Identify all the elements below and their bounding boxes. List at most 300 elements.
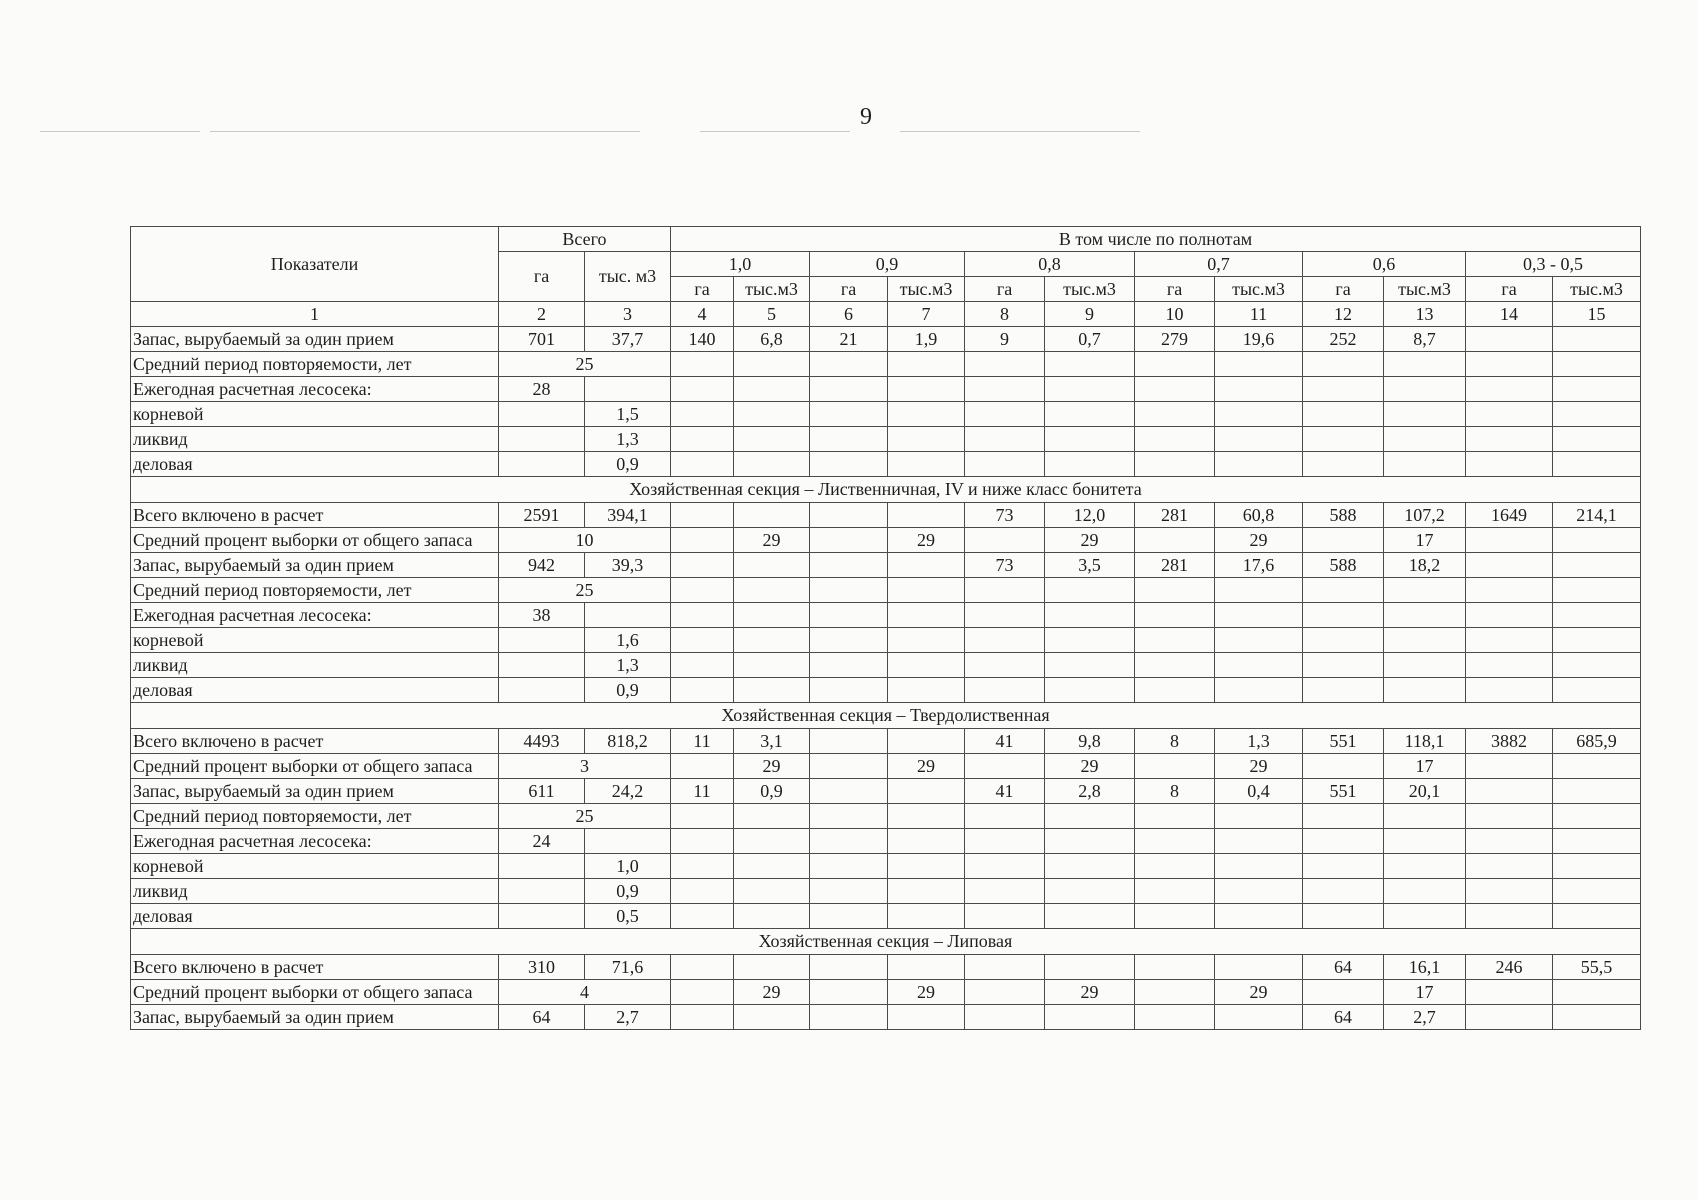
column-number: 14 [1466, 302, 1553, 327]
density-cell [1215, 854, 1303, 879]
density-cell: 17,6 [1215, 553, 1303, 578]
density-cell [1045, 879, 1135, 904]
total-ha-cell [499, 452, 585, 477]
density-cell [671, 829, 734, 854]
density-cell [1215, 352, 1303, 377]
density-cell [1466, 553, 1553, 578]
density-cell [1466, 402, 1553, 427]
table-row [131, 427, 1641, 452]
row-label: Всего включено в расчет [131, 955, 499, 980]
density-cell [1466, 452, 1553, 477]
section-header-row [131, 703, 1641, 729]
total-merged-cell: 3 [499, 754, 671, 779]
section-title: Хозяйственная секция – Лиственничная, IV и ниже класс бонитета [131, 477, 1641, 503]
density-cell [1553, 528, 1641, 553]
table-row [131, 553, 1641, 578]
density-cell [965, 955, 1045, 980]
density-cell [1303, 804, 1384, 829]
table-row [131, 653, 1641, 678]
density-cell [1466, 829, 1553, 854]
density-cell [888, 955, 965, 980]
density-cell [1384, 427, 1466, 452]
density-cell [671, 528, 734, 553]
density-cell [734, 553, 810, 578]
density-cell [1045, 904, 1135, 929]
density-cell [810, 503, 888, 528]
density-cell [810, 754, 888, 779]
density-cell [1045, 578, 1135, 603]
table-row [131, 804, 1641, 829]
density-cell [965, 1005, 1045, 1030]
header-total-m3: тыс. м3 [585, 252, 671, 302]
density-cell [888, 879, 965, 904]
density-cell: 9 [965, 327, 1045, 352]
density-cell [734, 653, 810, 678]
density-cell: 1649 [1466, 503, 1553, 528]
total-m3-cell: 1,6 [585, 628, 671, 653]
header-unit-m3: тыс.м3 [1384, 277, 1466, 302]
density-cell [734, 503, 810, 528]
density-cell: 3,1 [734, 729, 810, 754]
density-cell [1553, 980, 1641, 1005]
row-label: деловая [131, 904, 499, 929]
column-number: 15 [1553, 302, 1641, 327]
density-cell [1303, 829, 1384, 854]
density-cell: 29 [734, 528, 810, 553]
density-cell: 17 [1384, 754, 1466, 779]
density-cell [1553, 452, 1641, 477]
density-cell [734, 628, 810, 653]
scan-artifact-line [210, 131, 640, 132]
header-unit-m3: тыс.м3 [888, 277, 965, 302]
row-label: деловая [131, 678, 499, 703]
table-row [131, 603, 1641, 628]
density-cell: 0,7 [1045, 327, 1135, 352]
density-cell [1553, 1005, 1641, 1030]
density-cell [734, 352, 810, 377]
density-cell [671, 352, 734, 377]
density-cell [1045, 402, 1135, 427]
total-ha-cell: 24 [499, 829, 585, 854]
density-cell [1135, 980, 1215, 1005]
density-cell [888, 729, 965, 754]
table-row [131, 854, 1641, 879]
density-cell [734, 452, 810, 477]
total-m3-cell: 1,3 [585, 653, 671, 678]
density-cell [1135, 603, 1215, 628]
column-number: 8 [965, 302, 1045, 327]
table-row [131, 352, 1641, 377]
density-cell: 279 [1135, 327, 1215, 352]
density-cell [1303, 653, 1384, 678]
density-cell [1215, 804, 1303, 829]
density-cell [888, 553, 965, 578]
table-row [131, 779, 1641, 804]
density-cell [671, 603, 734, 628]
row-label: деловая [131, 452, 499, 477]
density-cell [1553, 402, 1641, 427]
density-cell [965, 754, 1045, 779]
density-cell [810, 452, 888, 477]
density-cell [1466, 352, 1553, 377]
density-cell [1135, 653, 1215, 678]
density-cell [1303, 879, 1384, 904]
density-cell [1215, 402, 1303, 427]
header-unit-m3: тыс.м3 [1215, 277, 1303, 302]
density-cell [1553, 804, 1641, 829]
density-cell [734, 402, 810, 427]
density-cell [810, 377, 888, 402]
density-cell [1384, 603, 1466, 628]
total-m3-cell: 0,9 [585, 678, 671, 703]
density-cell: 12,0 [1045, 503, 1135, 528]
row-label: Всего включено в расчет [131, 729, 499, 754]
table-row [131, 402, 1641, 427]
density-cell: 246 [1466, 955, 1553, 980]
density-cell [1135, 804, 1215, 829]
density-cell [1553, 377, 1641, 402]
density-cell: 0,9 [734, 779, 810, 804]
total-ha-cell [499, 879, 585, 904]
density-cell [1553, 427, 1641, 452]
density-cell [965, 879, 1045, 904]
density-cell [734, 1005, 810, 1030]
density-cell [1215, 879, 1303, 904]
density-cell [1303, 452, 1384, 477]
header-unit-ha: га [671, 277, 734, 302]
density-cell: 11 [671, 729, 734, 754]
density-cell [1384, 829, 1466, 854]
row-label: ликвид [131, 653, 499, 678]
total-ha-cell: 38 [499, 603, 585, 628]
density-cell [888, 377, 965, 402]
density-cell [1553, 603, 1641, 628]
density-cell [810, 1005, 888, 1030]
density-cell [965, 452, 1045, 477]
density-cell [810, 904, 888, 929]
density-cell [1553, 904, 1641, 929]
density-cell [888, 628, 965, 653]
density-cell [1215, 829, 1303, 854]
density-cell [888, 653, 965, 678]
table-row [131, 955, 1641, 980]
total-m3-cell: 2,7 [585, 1005, 671, 1030]
density-cell [1135, 879, 1215, 904]
column-number: 10 [1135, 302, 1215, 327]
density-cell [1466, 879, 1553, 904]
density-cell: 588 [1303, 503, 1384, 528]
density-cell [888, 779, 965, 804]
total-ha-cell [499, 653, 585, 678]
density-cell [1303, 352, 1384, 377]
density-cell [1466, 327, 1553, 352]
density-cell [965, 352, 1045, 377]
header-unit-ha: га [1135, 277, 1215, 302]
density-cell: 8,7 [1384, 327, 1466, 352]
density-cell [1303, 754, 1384, 779]
density-cell [1045, 352, 1135, 377]
density-cell [810, 352, 888, 377]
density-cell [1384, 352, 1466, 377]
density-cell [1135, 452, 1215, 477]
density-cell: 281 [1135, 503, 1215, 528]
row-label: Средний процент выборки от общего запаса [131, 980, 499, 1005]
density-cell [1135, 628, 1215, 653]
density-cell [810, 603, 888, 628]
table-row [131, 829, 1641, 854]
density-cell: 73 [965, 503, 1045, 528]
total-m3-cell: 1,0 [585, 854, 671, 879]
column-number: 2 [499, 302, 585, 327]
density-cell [1466, 1005, 1553, 1030]
density-cell [888, 578, 965, 603]
header-density: 0,8 [965, 252, 1135, 277]
table-row [131, 879, 1641, 904]
section-title: Хозяйственная секция – Липовая [131, 929, 1641, 955]
total-ha-cell: 310 [499, 955, 585, 980]
density-cell [965, 804, 1045, 829]
density-cell [671, 402, 734, 427]
density-cell [1135, 854, 1215, 879]
header-unit-m3: тыс.м3 [1553, 277, 1641, 302]
header-density: 0,9 [810, 252, 965, 277]
density-cell [671, 553, 734, 578]
density-cell [810, 653, 888, 678]
density-cell [671, 754, 734, 779]
table-row [131, 578, 1641, 603]
density-cell: 588 [1303, 553, 1384, 578]
density-cell [1466, 904, 1553, 929]
density-cell [671, 1005, 734, 1030]
density-cell [1135, 1005, 1215, 1030]
density-cell [1303, 904, 1384, 929]
density-cell: 64 [1303, 1005, 1384, 1030]
density-cell [671, 980, 734, 1005]
total-ha-cell [499, 628, 585, 653]
density-cell [1466, 754, 1553, 779]
density-cell [1384, 377, 1466, 402]
total-ha-cell [499, 427, 585, 452]
density-cell [1303, 980, 1384, 1005]
total-m3-cell: 1,3 [585, 427, 671, 452]
density-cell [1466, 804, 1553, 829]
density-cell [888, 804, 965, 829]
density-cell [965, 402, 1045, 427]
density-cell: 2,7 [1384, 1005, 1466, 1030]
table-row [131, 904, 1641, 929]
density-cell: 19,6 [1215, 327, 1303, 352]
density-cell [965, 628, 1045, 653]
total-m3-cell: 0,9 [585, 879, 671, 904]
density-cell [1553, 779, 1641, 804]
density-cell [734, 427, 810, 452]
header-indicators: Показатели [131, 227, 499, 302]
density-cell [1045, 854, 1135, 879]
row-label: корневой [131, 628, 499, 653]
density-cell [734, 603, 810, 628]
density-cell [671, 503, 734, 528]
row-label: Запас, вырубаемый за один прием [131, 553, 499, 578]
density-cell [1553, 879, 1641, 904]
table-row [131, 377, 1641, 402]
density-cell [1045, 955, 1135, 980]
column-number: 3 [585, 302, 671, 327]
density-cell: 6,8 [734, 327, 810, 352]
density-cell [1384, 452, 1466, 477]
density-cell: 29 [888, 754, 965, 779]
total-m3-cell: 394,1 [585, 503, 671, 528]
header-total-ha: га [499, 252, 585, 302]
density-cell: 41 [965, 729, 1045, 754]
density-cell [1045, 628, 1135, 653]
density-cell [1466, 628, 1553, 653]
forestry-table [130, 226, 1641, 1030]
density-cell [1135, 904, 1215, 929]
table-row [131, 327, 1641, 352]
total-m3-cell: 0,9 [585, 452, 671, 477]
total-ha-cell [499, 678, 585, 703]
total-ha-cell [499, 904, 585, 929]
total-ha-cell: 2591 [499, 503, 585, 528]
header-unit-ha: га [965, 277, 1045, 302]
scan-artifact-line [40, 131, 200, 132]
table-row [131, 452, 1641, 477]
density-cell: 281 [1135, 553, 1215, 578]
density-cell [1553, 854, 1641, 879]
density-cell [1045, 377, 1135, 402]
density-cell: 16,1 [1384, 955, 1466, 980]
density-cell [1553, 829, 1641, 854]
density-cell [1045, 1005, 1135, 1030]
total-m3-cell: 24,2 [585, 779, 671, 804]
row-label: Запас, вырубаемый за один прием [131, 779, 499, 804]
density-cell [965, 904, 1045, 929]
density-cell [1303, 528, 1384, 553]
density-cell [1135, 528, 1215, 553]
density-cell [810, 879, 888, 904]
density-cell [1553, 553, 1641, 578]
density-cell: 8 [1135, 779, 1215, 804]
header-unit-m3: тыс.м3 [1045, 277, 1135, 302]
density-cell: 29 [1215, 980, 1303, 1005]
header-unit-ha: га [810, 277, 888, 302]
density-cell: 3882 [1466, 729, 1553, 754]
density-cell [671, 854, 734, 879]
density-cell [810, 854, 888, 879]
density-cell: 252 [1303, 327, 1384, 352]
column-number: 11 [1215, 302, 1303, 327]
header-by-density: В том числе по полнотам [671, 227, 1641, 252]
density-cell: 29 [1045, 754, 1135, 779]
density-cell [1215, 452, 1303, 477]
density-cell [1466, 528, 1553, 553]
density-cell [810, 955, 888, 980]
density-cell [1303, 678, 1384, 703]
density-cell [1553, 327, 1641, 352]
density-cell [1384, 578, 1466, 603]
density-cell [1553, 678, 1641, 703]
scan-artifact-line [900, 131, 1140, 132]
density-cell [1466, 980, 1553, 1005]
density-cell: 29 [1045, 528, 1135, 553]
density-cell: 140 [671, 327, 734, 352]
column-number: 9 [1045, 302, 1135, 327]
column-number: 12 [1303, 302, 1384, 327]
header-density: 0,3 - 0,5 [1466, 252, 1641, 277]
density-cell [1384, 653, 1466, 678]
density-cell: 73 [965, 553, 1045, 578]
row-label: Всего включено в расчет [131, 503, 499, 528]
density-cell: 551 [1303, 779, 1384, 804]
density-cell [1215, 653, 1303, 678]
total-m3-cell: 71,6 [585, 955, 671, 980]
density-cell [965, 678, 1045, 703]
row-label: Ежегодная расчетная лесосека: [131, 377, 499, 402]
scan-artifact-line [700, 131, 850, 132]
density-cell: 20,1 [1384, 779, 1466, 804]
row-label: корневой [131, 854, 499, 879]
total-m3-cell [585, 603, 671, 628]
row-label: ликвид [131, 879, 499, 904]
density-cell [1045, 427, 1135, 452]
density-cell [1553, 628, 1641, 653]
density-cell [965, 377, 1045, 402]
table-row [131, 980, 1641, 1005]
density-cell [671, 377, 734, 402]
density-cell [1045, 678, 1135, 703]
density-cell [734, 854, 810, 879]
density-cell: 2,8 [1045, 779, 1135, 804]
row-label: корневой [131, 402, 499, 427]
density-cell [1215, 1005, 1303, 1030]
density-cell [1466, 653, 1553, 678]
header-total: Всего [499, 227, 671, 252]
density-cell: 685,9 [1553, 729, 1641, 754]
table-row [131, 628, 1641, 653]
density-cell [1303, 427, 1384, 452]
density-cell [671, 653, 734, 678]
density-cell [1384, 879, 1466, 904]
total-m3-cell: 0,5 [585, 904, 671, 929]
density-cell [810, 578, 888, 603]
section-header-row [131, 477, 1641, 503]
density-cell [1466, 678, 1553, 703]
row-label: Средний процент выборки от общего запаса [131, 754, 499, 779]
density-cell: 29 [734, 754, 810, 779]
row-label: ликвид [131, 427, 499, 452]
density-cell [1466, 427, 1553, 452]
density-cell [1303, 377, 1384, 402]
density-cell [1303, 402, 1384, 427]
density-cell [1135, 352, 1215, 377]
density-cell [671, 678, 734, 703]
density-cell [810, 729, 888, 754]
density-cell [1215, 603, 1303, 628]
density-cell: 29 [734, 980, 810, 1005]
column-number: 5 [734, 302, 810, 327]
density-cell [1384, 904, 1466, 929]
row-label: Средний период повторяемости, лет [131, 352, 499, 377]
total-merged-cell: 25 [499, 804, 671, 829]
density-cell: 17 [1384, 980, 1466, 1005]
density-cell: 118,1 [1384, 729, 1466, 754]
density-cell [1466, 779, 1553, 804]
density-cell [1045, 653, 1135, 678]
density-cell [1553, 352, 1641, 377]
density-cell [1135, 678, 1215, 703]
density-cell [1553, 754, 1641, 779]
column-number: 7 [888, 302, 965, 327]
